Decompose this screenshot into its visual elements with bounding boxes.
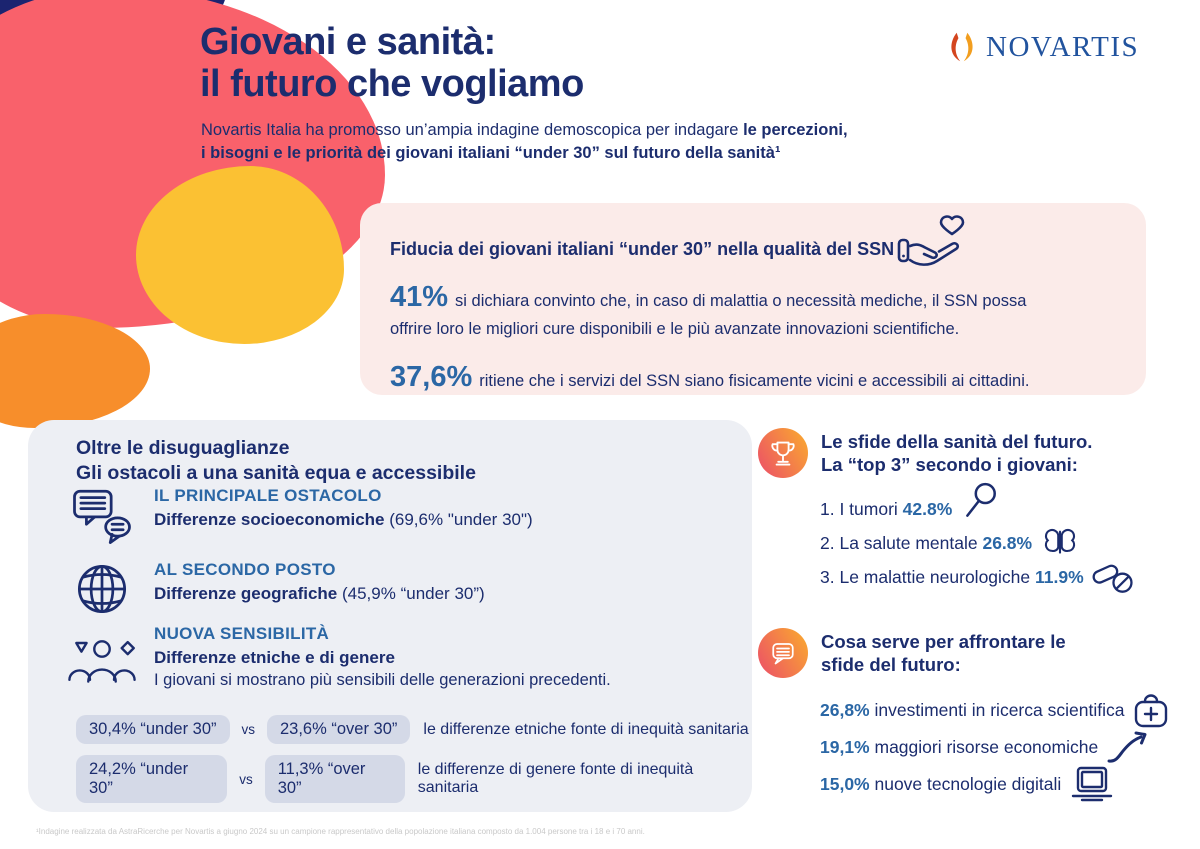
challenge-text: 2. La salute mentale	[820, 532, 983, 553]
need-value: 15,0%	[820, 774, 870, 794]
page-title-line1: Giovani e sanità:	[200, 21, 496, 63]
trust-stat-value: 37,6%	[390, 360, 473, 393]
need-text: investimenti in ricerca scientifica	[869, 700, 1125, 720]
page-title-line2: il futuro che vogliamo	[200, 62, 584, 105]
obstacle-item	[66, 560, 485, 618]
decorative-blob-orange	[0, 314, 150, 428]
need-item	[820, 692, 1194, 729]
need-text: maggiori risorse economiche	[869, 737, 1099, 757]
decorative-blob-yellow	[136, 166, 344, 344]
under30-pill: 24,2% “under 30”	[76, 755, 227, 803]
trust-stat-text: si dichiara convinto che, in caso di malattia o necessità mediche, il SSN possa offrire loro le migliori cure disponibili e le più avanzate innovazioni scientifiche.	[390, 292, 1027, 339]
inequality-box	[28, 420, 752, 812]
challenge-value: 11.9%	[1035, 566, 1084, 587]
obstacle-label: Differenze etniche e di genere	[154, 648, 395, 667]
challenge-item	[820, 526, 1194, 560]
challenge-text: 3. Le malattie neurologiche	[820, 566, 1035, 587]
needs-section	[758, 628, 1194, 803]
vs-label: vs	[241, 722, 255, 737]
obstacle-label: Differenze socioeconomiche	[154, 510, 385, 529]
page-subtitle	[201, 119, 848, 166]
subtitle-regular: Novartis Italia ha promosso un’ampia indagine demoscopica per indagare	[201, 121, 744, 139]
over30-pill: 23,6% “over 30”	[267, 715, 410, 744]
challenge-item	[820, 492, 1194, 526]
laptop-icon	[1068, 765, 1116, 805]
trust-stat	[390, 276, 1050, 342]
need-text: nuove tecnologie digitali	[869, 774, 1062, 794]
obstacle-kicker: NUOVA SENSIBILITÀ	[154, 624, 330, 643]
need-value: 26,8%	[820, 700, 870, 720]
magnifier-icon	[959, 481, 1001, 523]
footnote: ¹Indagine realizzata da AstraRicerche per Novartis a giugno 2024 su un campione rappresentativo della popolazione italiana composto da 1.004 persone tra i 18 e i 70 anni.	[36, 827, 645, 836]
obstacle-kicker: IL PRINCIPALE OSTACOLO	[154, 486, 382, 505]
speech-bubbles-icon	[66, 486, 138, 546]
need-item	[820, 766, 1194, 803]
challenge-value: 26.8%	[982, 532, 1033, 553]
trust-stat	[390, 356, 1050, 398]
subtitle-bold1: le percezioni,	[743, 121, 848, 139]
pills-icon	[1091, 559, 1135, 595]
comparison-text: le differenze di genere fonte di inequità sanitaria	[417, 761, 694, 796]
comparison-text: le differenze etniche fonte di inequità sanitaria	[423, 720, 749, 738]
inequality-heading: Oltre le disuguaglianze Gli ostacoli a una sanità equa e accessibile	[76, 437, 476, 485]
trust-box	[360, 203, 1146, 395]
comparison-row	[76, 715, 749, 744]
challenges-section	[758, 428, 1194, 594]
trust-stat-value: 41%	[390, 281, 449, 313]
obstacle-item	[66, 486, 533, 546]
novartis-logo	[946, 28, 1139, 66]
over30-pill: 11,3% “over 30”	[265, 755, 405, 803]
obstacle-kicker: AL SECONDO POSTO	[154, 560, 336, 579]
obstacle-note: I giovani si mostrano più sensibili delle generazioni precedenti.	[154, 671, 611, 689]
challenge-value: 42.8%	[902, 498, 953, 519]
obstacle-stat: (45,9% “under 30”)	[337, 584, 485, 603]
vs-label: vs	[239, 771, 253, 787]
hand-heart-icon	[894, 209, 978, 275]
brain-icon	[1039, 524, 1081, 562]
obstacle-stat: (69,6% "under 30")	[384, 510, 533, 529]
people-group-icon	[66, 624, 138, 688]
need-item	[820, 729, 1194, 766]
novartis-wordmark: NOVARTIS	[986, 30, 1140, 63]
novartis-flame-icon	[946, 28, 978, 66]
need-value: 19,1%	[820, 737, 870, 757]
trophy-icon	[758, 428, 808, 478]
needs-heading: Cosa serve per affrontare le sfide del futuro:	[821, 631, 1066, 676]
obstacle-item	[66, 624, 611, 690]
challenge-item	[820, 560, 1194, 594]
globe-icon	[66, 560, 138, 618]
medical-bag-icon	[1131, 692, 1171, 730]
page-title	[200, 22, 584, 106]
challenges-heading: Le sfide della sanità del futuro. La “top 3” secondo i giovani:	[821, 431, 1093, 476]
growth-arrow-icon	[1105, 730, 1151, 766]
trust-box-heading: Fiducia dei giovani italiani “under 30” nella qualità del SSN	[390, 239, 895, 259]
under30-pill: 30,4% “under 30”	[76, 715, 230, 744]
chat-bubble-icon	[758, 628, 808, 678]
trust-stat-text: ritiene che i servizi del SSN siano fisicamente vicini e accessibili ai cittadini.	[479, 371, 1030, 390]
subtitle-bold2: i bisogni e le priorità dei giovani italiani “under 30” sul futuro della sanità¹	[201, 144, 781, 163]
challenge-text: 1. I tumori	[820, 498, 903, 519]
comparison-row	[76, 755, 752, 803]
obstacle-label: Differenze geografiche	[154, 584, 338, 603]
